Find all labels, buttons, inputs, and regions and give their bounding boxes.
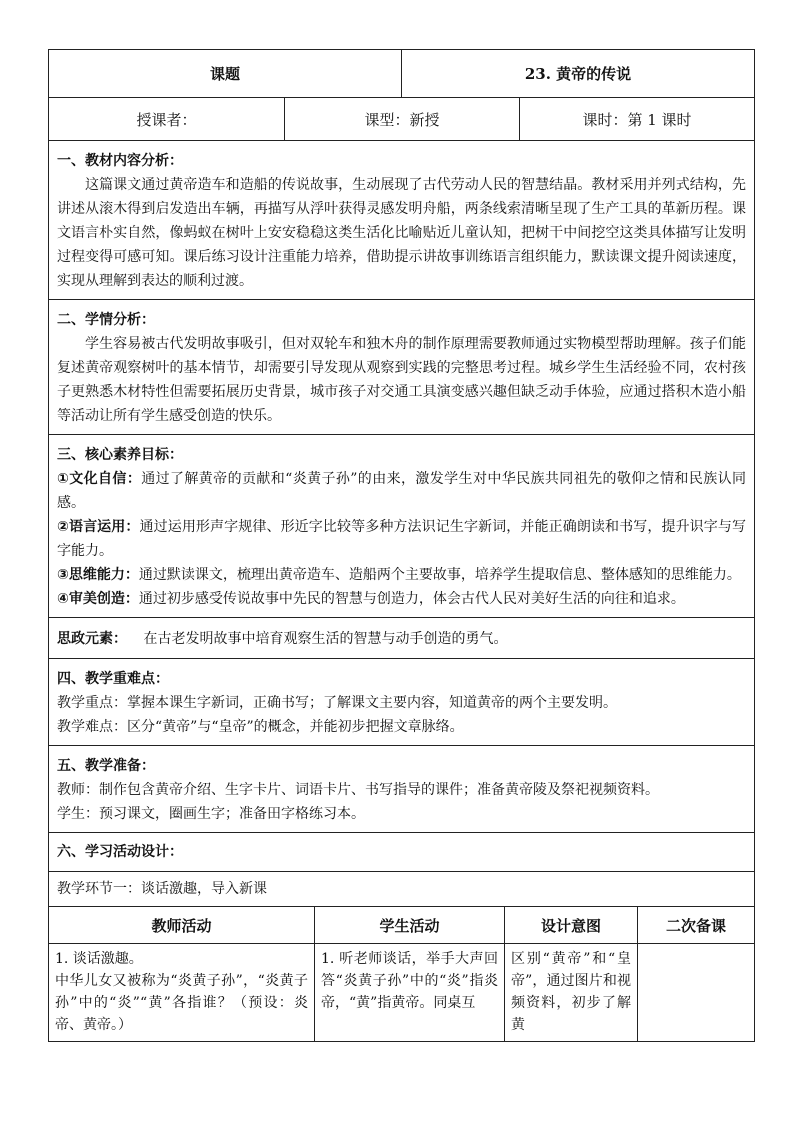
- col-header-student: 学生活动: [314, 907, 504, 943]
- col-header-notes: 二次备课: [637, 907, 754, 943]
- goal-item: ③思维能力：通过默读课文，梳理出黄帝造车、造船两个主要故事，培养学生提取信息、整体感知的思维能力。: [57, 567, 741, 583]
- student-prep: 学生：预习课文，圈画生字；准备田字格练习本。: [57, 806, 365, 822]
- student-activity: 1. 听老师谈话，举手大声回答“炎黄子孙”中的“炎”指炎帝，“黄”指黄帝。同桌互: [314, 944, 504, 1041]
- section-title: 三、核心素养目标：: [57, 447, 183, 463]
- goal-item: ④审美创造：通过初步感受传说故事中先民的智慧与创造力，体会古代人民对美好生活的向往和追求。: [57, 591, 685, 607]
- lesson-plan-table: [48, 49, 755, 1042]
- difficulty-point: 教学难点：区分“黄帝”与“皇帝”的概念，并能初步把握文章脉络。: [57, 719, 464, 735]
- topic-value: 23. 黄帝的传说: [401, 50, 754, 97]
- key-point: 教学重点：掌握本课生字新词，正确书写；了解课文主要内容，知道黄帝的两个主要发明。: [57, 695, 617, 711]
- goal-item: ①文化自信：通过了解黄帝的贡献和“炎黄子孙”的由来，激发学生对中华民族共同祖先的敬仰之情和民族认同感。: [57, 471, 747, 511]
- teacher-activity: 1. 谈话激趣。 中华儿女又被称为“炎黄子孙”，“炎黄子孙”中的“炎”“黄”各指谁？（预设：炎帝、黄帝。）: [55, 951, 308, 1033]
- step-row: [49, 871, 754, 906]
- info-row: [49, 97, 754, 140]
- activity-row: [49, 943, 754, 1041]
- section-title: 一、教材内容分析：: [57, 153, 183, 169]
- preparation: [49, 745, 754, 832]
- section-body: 学生容易被古代发明故事吸引，但对双轮车和独木舟的制作原理需要教师通过实物模型帮助理解。孩子们能复述黄帝观察树叶的基本情节，却需要引导发现从观察到实践的完整思考过程。城乡学生生活经验不同，农村孩子更熟悉木材特性但需要拓展历史背景，城市孩子对交通工具演变感兴趣但缺乏动手体验，应通过搭积木造小船等活动让所有学生感受创造的快乐。: [57, 336, 746, 424]
- section-title: 五、教学准备：: [57, 758, 155, 774]
- col-header-teacher: 教师活动: [151, 916, 212, 935]
- step-title: 教学环节一：谈话激趣，导入新课: [57, 881, 267, 897]
- activity-design-title-row: [49, 832, 754, 871]
- ideology-label: 思政元素：: [57, 631, 127, 647]
- topic-label: 课题: [209, 65, 240, 83]
- topic-row: [49, 50, 754, 97]
- section-title: 四、教学重难点：: [57, 671, 169, 687]
- design-intent: 区别“黄帝”和“皇帝”，通过图片和视频资料，初步了解黄: [504, 944, 637, 1041]
- activity-header-row: [49, 906, 754, 943]
- key-difficulties: [49, 658, 754, 745]
- col-header-intent: 设计意图: [504, 907, 637, 943]
- section-body: 这篇课文通过黄帝造车和造船的传说故事，生动展现了古代劳动人民的智慧结晶。教材采用并列式结构，先讲述从滚木得到启发造出车辆，再描写从浮叶获得灵感发明舟船，两条线索清晰呈现了生产工具的革新历程。课文语言朴实自然，像蚂蚁在树叶上安安稳稳这类生活化比喻贴近儿童认知，把树干中间挖空这类具体描写让发明过程变得可感可知。课后练习设计注重能力培养，借助提示讲故事训练语言组织能力，默读课文提升阅读速度，实现从理解到表达的顺利过渡。: [57, 177, 746, 289]
- goal-item: ②语言运用：通过运用形声字规律、形近字比较等多种方法识记生字新词，并能正确朗读和书写，提升识字与写字能力。: [57, 519, 746, 559]
- ideology-element: [49, 617, 754, 658]
- core-goals: [49, 434, 754, 617]
- teacher-prep: 教师：制作包含黄帝介绍、生字卡片、词语卡片、书写指导的课件；准备黄帝陵及祭祀视频资料。: [57, 782, 659, 798]
- second-prep: [637, 944, 754, 1041]
- student-analysis: [49, 299, 754, 434]
- section-title: 六、学习活动设计：: [57, 844, 183, 860]
- teacher-cell: 授课者：: [136, 110, 197, 129]
- material-analysis: [49, 140, 754, 299]
- section-title: 二、学情分析：: [57, 312, 155, 328]
- ideology-text: 在古老发明故事中培育观察生活的智慧与动手创造的勇气。: [143, 631, 508, 647]
- type-cell: 课型：新授: [284, 98, 519, 140]
- period-cell: 课时：第 1 课时: [519, 98, 754, 140]
